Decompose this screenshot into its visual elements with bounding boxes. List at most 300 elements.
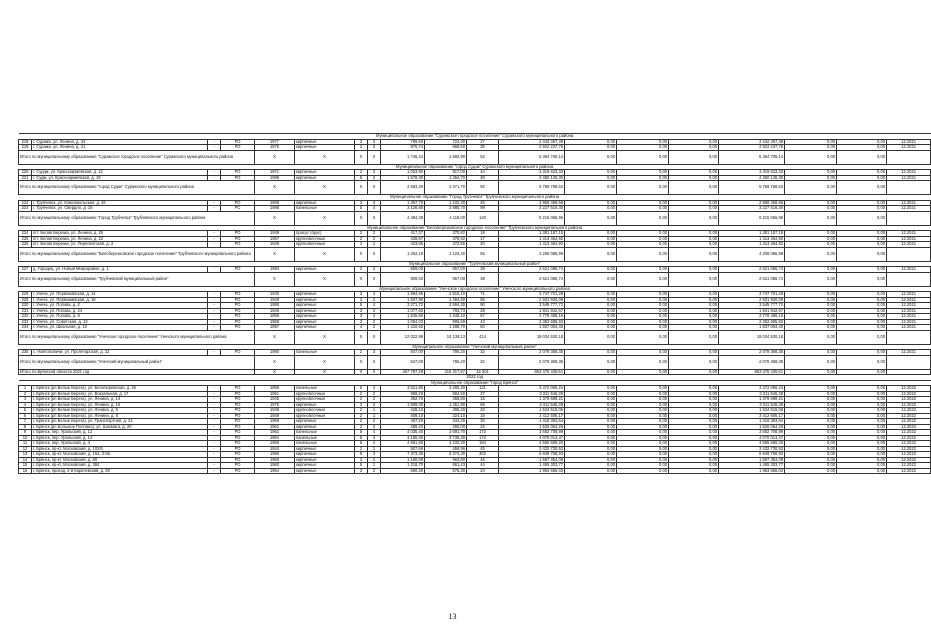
table-cell: 3: [355, 468, 368, 474]
table-cell: 3 319 623,33: [719, 170, 785, 176]
table-cell: 1 494,50: [425, 297, 467, 303]
table-cell: 2: [355, 391, 368, 397]
table-cell: 0,00: [617, 369, 669, 375]
table-cell: РО: [221, 325, 255, 331]
table-cell: 3 311 546,38: [719, 402, 785, 408]
table-cell: 423,95: [381, 242, 425, 248]
table-cell: 0,00: [669, 200, 719, 206]
table-cell: 386,30: [425, 408, 467, 414]
table-row: [19, 468, 931, 474]
table-cell: 2: [368, 308, 381, 314]
table-cell: 1949: [255, 297, 295, 303]
table-cell: 0,00: [617, 446, 669, 452]
table-cell: 1 841 942,67: [719, 308, 785, 314]
table-cell: 38: [467, 267, 499, 273]
table-cell: 1969: [255, 386, 295, 392]
document-table: [18, 133, 917, 474]
table-cell: 0,00: [785, 325, 837, 331]
table-cell: 324,10: [425, 413, 467, 419]
table-cell: 0,00: [617, 391, 669, 397]
table-cell: 2 371,70: [425, 181, 467, 195]
table-cell: кирпичные: [295, 139, 355, 145]
table-cell: 12.2021: [887, 170, 931, 176]
table-cell: 590,30: [381, 468, 425, 474]
table-cell: 5: [355, 441, 368, 447]
table-cell: 0,00: [617, 242, 669, 248]
table-cell: 220: [19, 170, 32, 176]
table-cell: 0,00: [669, 441, 719, 447]
table-cell: 1 054,03: [381, 319, 425, 325]
table-cell: 0,00: [565, 386, 617, 392]
table-cell: -: [208, 408, 221, 414]
table-cell: 3 319 623,33: [499, 170, 565, 176]
table-cell: 0,00: [565, 330, 617, 344]
table-cell: 0,00: [785, 175, 837, 181]
table-cell: 1977: [255, 139, 295, 145]
table-cell: 1 379 699,21: [499, 397, 565, 403]
table-cell: 12.2021: [887, 242, 931, 248]
table-cell: 3 412 606,17: [719, 413, 785, 419]
table-cell: 0,00: [837, 242, 887, 248]
table-cell: 789,50: [381, 139, 425, 145]
table-cell: РО: [221, 350, 255, 356]
table-cell: 184: [467, 441, 499, 447]
table-cell: 0,00: [669, 297, 719, 303]
subtotal-row: [19, 355, 931, 369]
table-cell: крупноблочные: [295, 236, 355, 242]
table-cell: 231: [19, 308, 32, 314]
table-cell: РО: [221, 391, 255, 397]
table-cell: 99: [467, 206, 499, 212]
table-cell: 0,00: [785, 413, 837, 419]
table-cell: 1949: [255, 408, 295, 414]
table-cell: 12.2022: [887, 391, 931, 397]
table-cell: 12.2021: [887, 350, 931, 356]
table-cell: 0,00: [785, 468, 837, 474]
table-cell: 0,00: [565, 463, 617, 469]
table-cell: 2: [368, 419, 381, 425]
table-cell: 3 126,58: [381, 206, 425, 212]
table-cell: 0,00: [617, 181, 669, 195]
table-cell: 1: [368, 413, 381, 419]
table-cell: крупноблочные: [295, 242, 355, 248]
table-cell: 1 418 363,64: [719, 419, 785, 425]
table-cell: -: [208, 139, 221, 145]
table-cell: 14: [19, 457, 32, 463]
table-cell: 1 451,90: [425, 402, 467, 408]
table-cell: 38: [467, 272, 499, 286]
table-cell: 37: [467, 391, 499, 397]
table-cell: г. Брянск (рп Белые Берега), ул. Ленина, д. 8: [32, 413, 208, 419]
table-cell: 2 079 368,35: [499, 350, 565, 356]
table-cell: 1 815,10: [425, 292, 467, 298]
table-cell: -: [208, 391, 221, 397]
table-cell: 0,00: [785, 150, 837, 164]
table-cell: РО: [221, 303, 255, 309]
table-cell: 0,00: [617, 175, 669, 181]
table-cell: 0,00: [617, 308, 669, 314]
table-cell: кирпичные: [295, 463, 355, 469]
table-cell: 219: [19, 145, 32, 151]
table-cell: 1 837 004,40: [499, 325, 565, 331]
table-cell: 44: [467, 463, 499, 469]
table-cell: 6 215 066,96: [719, 211, 785, 225]
table-cell: X: [255, 355, 295, 369]
table-cell: 15: [467, 397, 499, 403]
table-cell: X: [368, 211, 381, 225]
table-cell: 0,00: [617, 435, 669, 441]
table-cell: 0,00: [785, 314, 837, 320]
table-cell: 2: [355, 297, 368, 303]
table-cell: 0,00: [565, 355, 617, 369]
table-cell: 0,00: [837, 231, 887, 237]
table-cell: -: [208, 468, 221, 474]
table-cell: 1948: [255, 231, 295, 237]
table-cell: 1964: [255, 435, 295, 441]
table-cell: 19 034 530,18: [499, 330, 565, 344]
table-cell: кирпичные: [295, 452, 355, 458]
table-cell: 2: [355, 408, 368, 414]
table-cell: 0,00: [785, 303, 837, 309]
table-cell: -: [208, 325, 221, 331]
table-cell: 0,00: [669, 397, 719, 403]
table-cell: 3: [368, 350, 381, 356]
table-cell: 450,00: [425, 424, 467, 430]
table-cell: 2: [355, 139, 368, 145]
table-cell: кирпичные: [295, 297, 355, 303]
table-cell: -: [208, 297, 221, 303]
table-cell: 0,00: [785, 292, 837, 298]
table-cell: 1980: [255, 350, 295, 356]
table-cell: кирпичные: [295, 175, 355, 181]
table-cell: 5: [355, 435, 368, 441]
table-cell: 12.2021: [887, 297, 931, 303]
table-cell: 1 592,90: [425, 150, 467, 164]
table-cell: -: [208, 413, 221, 419]
table-cell: 0,00: [785, 441, 837, 447]
table-cell: 0,00: [565, 435, 617, 441]
table-cell: 2 885,70: [425, 206, 467, 212]
table-cell: 0,00: [785, 452, 837, 458]
table-cell: РС: [221, 206, 255, 212]
table-cell: крупноблочные: [295, 413, 355, 419]
table-cell: 235: [19, 350, 32, 356]
table-cell: 0,00: [785, 319, 837, 325]
table-cell: 2: [355, 267, 368, 273]
table-cell: 19 034 530,18: [719, 330, 785, 344]
table-cell: 0,00: [669, 267, 719, 273]
table-cell: 0,00: [837, 150, 887, 164]
table-cell: 0,00: [565, 413, 617, 419]
table-cell: [887, 211, 931, 225]
table-cell: -: [208, 206, 221, 212]
table-cell: 0,00: [617, 297, 669, 303]
table-cell: 227: [19, 267, 32, 273]
table-cell: 0,00: [617, 330, 669, 344]
table-cell: 0,00: [669, 391, 719, 397]
table-cell: 1 379 699,21: [719, 397, 785, 403]
table-cell: 1960: [255, 463, 295, 469]
table-cell: 12.2022: [887, 386, 931, 392]
table-cell: 92: [467, 181, 499, 195]
table-cell: 0,00: [565, 314, 617, 320]
table-cell: -: [208, 314, 221, 320]
table-cell: -: [208, 430, 221, 436]
table-cell: X: [295, 330, 355, 344]
table-cell: 0,00: [837, 247, 887, 261]
table-cell: крупноблочные: [295, 397, 355, 403]
table-cell: 67: [467, 314, 499, 320]
table-cell: 1 381 157,15: [719, 231, 785, 237]
table-cell: 0,00: [785, 236, 837, 242]
table-cell: 2 450 145,30: [719, 175, 785, 181]
table-cell: 0,00: [669, 355, 719, 369]
table-cell: РО: [221, 413, 255, 419]
table-cell: 12.2021: [887, 206, 931, 212]
table-cell: 0,00: [785, 308, 837, 314]
table-cell: РО: [221, 231, 255, 237]
table-cell: 0,00: [785, 330, 837, 344]
table-cell: X: [368, 247, 381, 261]
table-cell: 0,00: [837, 319, 887, 325]
table-cell: 0,00: [785, 386, 837, 392]
table-cell: 0,00: [669, 452, 719, 458]
table-cell: 0,00: [565, 211, 617, 225]
table-cell: 0,00: [565, 457, 617, 463]
table-cell: 379,92: [425, 236, 467, 242]
table-cell: 2 922 237,76: [719, 145, 785, 151]
table-cell: X: [295, 211, 355, 225]
table-cell: 1 003,90: [381, 170, 425, 176]
table-cell: 0,00: [565, 247, 617, 261]
table-cell: 0,00: [837, 267, 887, 273]
table-cell: 2: [368, 424, 381, 430]
table-cell: 1996: [255, 452, 295, 458]
table-cell: 1 534 515,06: [499, 408, 565, 414]
table-cell: 786,20: [425, 355, 467, 369]
table-cell: 392,70: [381, 397, 425, 403]
table-cell: 0,00: [669, 435, 719, 441]
table-cell: 6 849 768,93: [499, 452, 565, 458]
table-cell: 5 364 705,14: [499, 150, 565, 164]
table-cell: РО: [221, 319, 255, 325]
table-cell: [887, 150, 931, 164]
table-cell: 0,00: [617, 319, 669, 325]
table-cell: г. Брянск (рп Белые Берега), ул. Ленина, д. 5: [32, 408, 208, 414]
table-cell: 1957: [255, 236, 295, 242]
table-cell: 457,20: [381, 419, 425, 425]
table-cell: 1 526 064,26: [499, 424, 565, 430]
table-cell: -: [208, 319, 221, 325]
table-cell: 0,00: [837, 419, 887, 425]
table-cell: 0,00: [565, 319, 617, 325]
table-cell: 2: [368, 468, 381, 474]
table-cell: 12.2022: [887, 441, 931, 447]
table-cell: 1959: [255, 419, 295, 425]
table-cell: 12.2021: [887, 200, 931, 206]
table-cell: кирпичные: [295, 419, 355, 425]
table-cell: X: [255, 150, 295, 164]
table-cell: Муниципальное образование "Трубчевский муниципальный район": [19, 261, 931, 267]
table-cell: 43: [467, 319, 499, 325]
table-cell: -: [208, 308, 221, 314]
table-cell: 0,00: [617, 170, 669, 176]
table-cell: 3 311 546,38: [499, 391, 565, 397]
table-cell: 218: [19, 139, 32, 145]
table-cell: 2 442 467,39: [719, 139, 785, 145]
table-cell: 2 968 458,66: [719, 200, 785, 206]
table-cell: 2: [355, 424, 368, 430]
table-cell: 0,00: [837, 424, 887, 430]
table-cell: 2 621 086,74: [499, 272, 565, 286]
table-cell: крупноблочные: [295, 391, 355, 397]
table-cell: 0,00: [617, 145, 669, 151]
table-cell: 416 317,57: [425, 369, 467, 375]
table-cell: 0,00: [837, 413, 887, 419]
table-cell: 233: [19, 319, 32, 325]
table-cell: 3 290,20: [425, 386, 467, 392]
table-cell: 908,00: [381, 267, 425, 273]
table-cell: Итого по муниципальному образованию "Унечское городское поселение" Унечского муниципального района: [19, 330, 255, 344]
table-cell: 45: [467, 446, 499, 452]
table-cell: 0,00: [617, 441, 669, 447]
table-cell: X: [355, 181, 368, 195]
table-cell: 12.2021: [887, 139, 931, 145]
table-cell: 45: [467, 457, 499, 463]
table-cell: [887, 181, 931, 195]
table-cell: 0,00: [565, 391, 617, 397]
table-cell: 847,00: [381, 355, 425, 369]
table-cell: 12.2022: [887, 457, 931, 463]
table-cell: 1988: [255, 303, 295, 309]
table-cell: 1 348,10: [425, 314, 467, 320]
table-cell: 2 621 086,74: [499, 267, 565, 273]
table-cell: 6 215 066,96: [499, 211, 565, 225]
table-cell: г. Сурдж, ул. Красноармейская, д. 12: [32, 170, 208, 176]
table-cell: РО: [221, 435, 255, 441]
table-cell: г. Брянск, пер. Уральский, д. 4: [32, 441, 208, 447]
table-cell: 4: [368, 206, 381, 212]
table-cell: 12.2021: [887, 308, 931, 314]
table-cell: 5: [355, 386, 368, 392]
table-cell: 2: [355, 446, 368, 452]
table-body: [19, 134, 931, 474]
table-cell: 28: [467, 308, 499, 314]
table-cell: 12.2022: [887, 424, 931, 430]
table-cell: 2: [368, 231, 381, 237]
table-cell: г. Унеча, ул. Попова, д. 2: [32, 303, 208, 309]
table-cell: 20: [467, 242, 499, 248]
table-cell: 0,00: [565, 170, 617, 176]
table-cell: 1951: [255, 391, 295, 397]
table-cell: 0,00: [617, 272, 669, 286]
table-cell: 0,00: [837, 303, 887, 309]
table-cell: 0,00: [837, 350, 887, 356]
table-cell: г. Унеча, ул. Советская, д. 12: [32, 319, 208, 325]
table-cell: 3 311 546,38: [719, 391, 785, 397]
table-cell: 17: [467, 236, 499, 242]
table-cell: 847,00: [381, 350, 425, 356]
table-cell: 3: [355, 308, 368, 314]
table-cell: 0,00: [837, 355, 887, 369]
table-cell: 71: [467, 292, 499, 298]
table-cell: X: [295, 272, 355, 286]
table-cell: кирпичные: [295, 267, 355, 273]
table-cell: г. Суража, ул. Ленина, д. 31: [32, 145, 208, 151]
table-cell: 576,30: [425, 468, 467, 474]
table-cell: 0,00: [669, 402, 719, 408]
table-cell: 1 953 655,03: [719, 468, 785, 474]
table-cell: 0,00: [617, 452, 669, 458]
table-cell: 0,00: [617, 424, 669, 430]
table-cell: 0,00: [617, 419, 669, 425]
table-cell: Муниципальное образование "Унечский муниципальный район": [19, 344, 931, 350]
table-cell: Итого по муниципальному образованию "Суражское городское поселение" Суражского муниципального района: [19, 150, 255, 164]
table-cell: г. Брянск (рп Белые Берега), ул. Ленина, д. 13: [32, 397, 208, 403]
table-cell: 0,00: [669, 325, 719, 331]
table-cell: 234: [19, 325, 32, 331]
table-cell: 0,00: [565, 236, 617, 242]
table-cell: 3 691,70: [425, 430, 467, 436]
table-cell: 0,00: [837, 452, 887, 458]
table-cell: 2 079 368,35: [719, 355, 785, 369]
table-cell: 0,00: [565, 231, 617, 237]
table-cell: 0,00: [565, 397, 617, 403]
table-cell: 302: [467, 452, 499, 458]
table-cell: г. Брянск, пр-кт. Московский, д. 152, 3-Sk.: [32, 452, 208, 458]
table-cell: кирпичные: [295, 145, 355, 151]
table-cell: 222: [19, 200, 32, 206]
table-cell: 140: [467, 211, 499, 225]
table-cell: 12.2021: [887, 314, 931, 320]
table-cell: 226: [19, 242, 32, 248]
table-cell: 48: [467, 175, 499, 181]
table-cell: панельные: [295, 206, 355, 212]
table-cell: 18: [467, 413, 499, 419]
table-cell: 0,00: [617, 468, 669, 474]
table-cell: 16: [19, 468, 32, 474]
table-cell: 0,00: [785, 446, 837, 452]
table-cell: 1 534 515,06: [719, 408, 785, 414]
table-cell: Муниципальное образование "Город Трубчевск" Трубчевского муниципального района: [19, 195, 931, 201]
table-cell: 0,00: [669, 330, 719, 344]
table-cell: 1: [368, 446, 381, 452]
table-cell: 16 301: [467, 369, 499, 375]
table-cell: 0,00: [669, 308, 719, 314]
table-cell: 1957: [255, 325, 295, 331]
table-cell: -: [208, 200, 221, 206]
table-cell: -: [208, 303, 221, 309]
table-cell: -: [208, 242, 221, 248]
table-cell: 786,20: [425, 350, 467, 356]
table-cell: X: [368, 181, 381, 195]
table-cell: 1966: [255, 441, 295, 447]
table-cell: г. Унеча, ул. Школьная, д. 10: [32, 325, 208, 331]
table-cell: 1 413 464,92: [719, 236, 785, 242]
table-cell: 20: [467, 408, 499, 414]
table-cell: Итого по муниципальному образованию "Город Трубчевск" Трубчевского муниципального района: [19, 211, 255, 225]
table-cell: -: [208, 435, 221, 441]
table-cell: панельные: [295, 386, 355, 392]
table-cell: 3: [19, 397, 32, 403]
table-cell: РО: [221, 468, 255, 474]
table-cell: 1949: [255, 242, 295, 248]
table-cell: 0,00: [785, 181, 837, 195]
table-cell: 409,10: [381, 413, 425, 419]
table-cell: 0,00: [617, 386, 669, 392]
table-cell: 0,00: [565, 139, 617, 145]
table-cell: 0,00: [785, 297, 837, 303]
